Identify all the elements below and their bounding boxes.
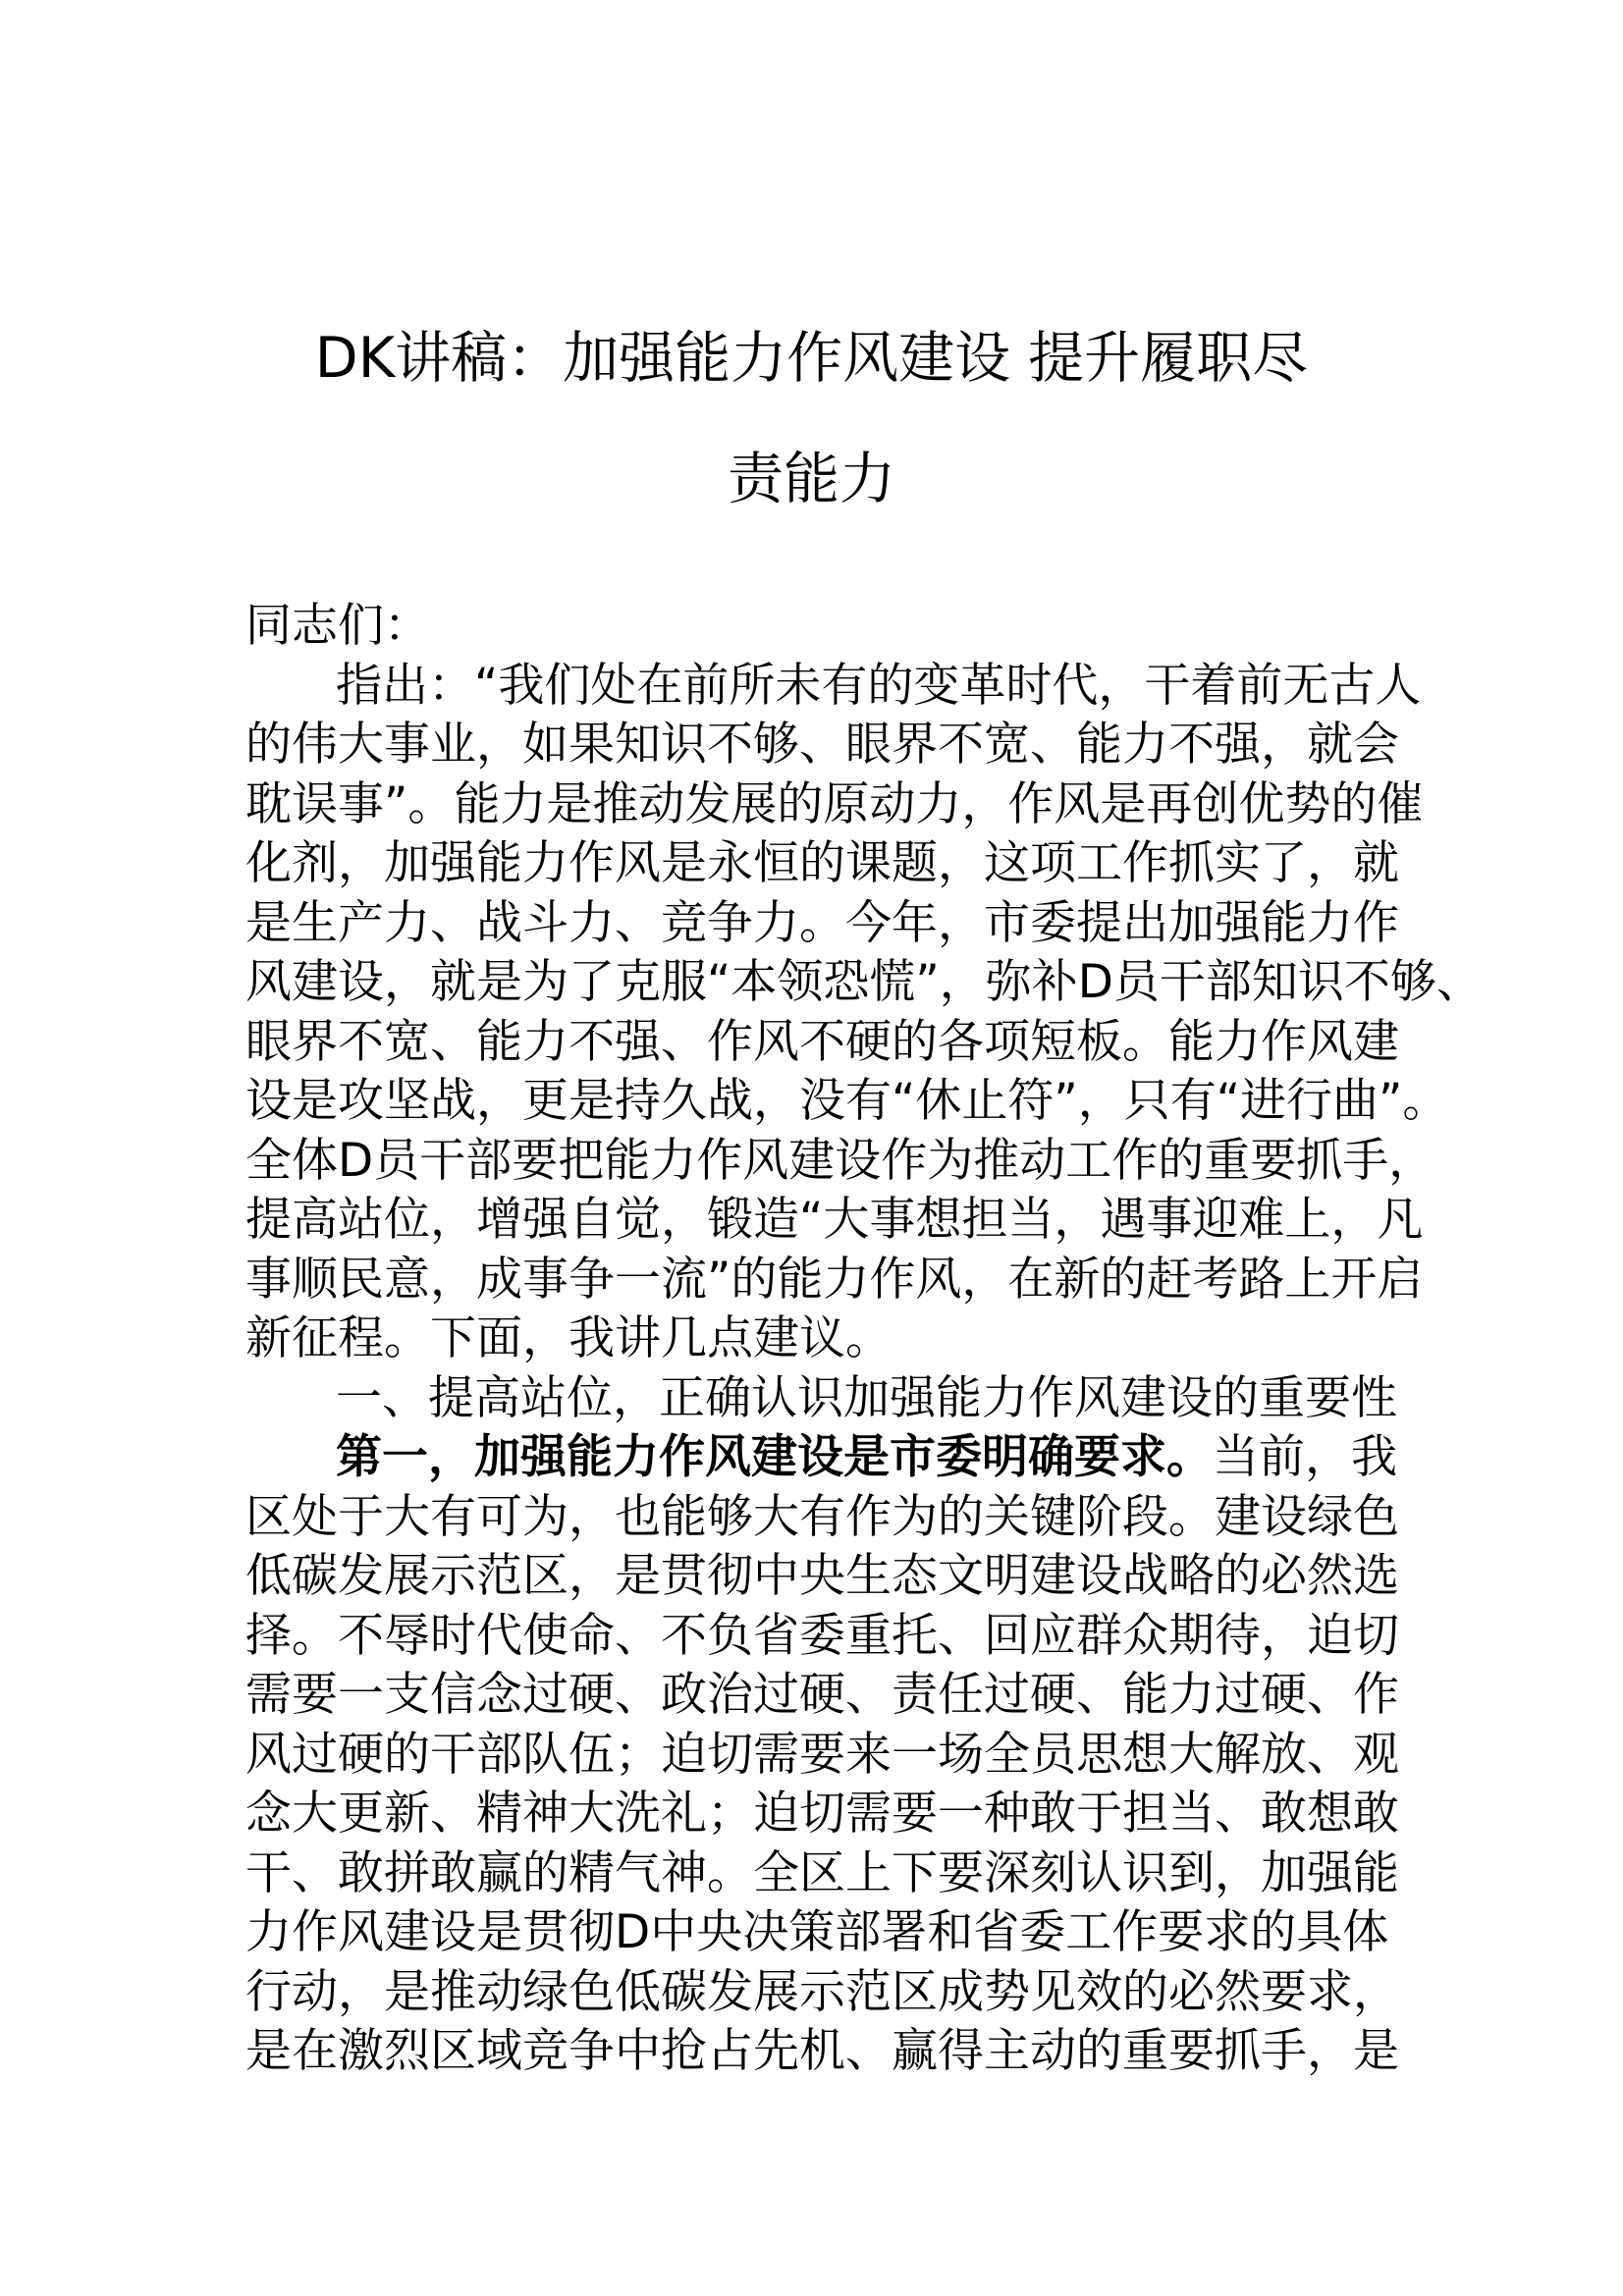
body-text-line [245,1132,1434,1191]
body-text-line [245,775,1423,834]
line-text: 全体D员干部要把能力作风建设作为推动工作的重要抓手， [245,1133,1435,1188]
line-text: 区处于大有可为，也能够大有作为的关键阶段。建设绿色 [245,1489,1399,1544]
line-text: 低碳发展示范区，是贯彻中央生态文明建设战略的必然选 [245,1549,1399,1603]
body-text-line [245,1666,1399,1725]
line-text: 同志们： [245,599,430,653]
body-text-line [245,1903,1388,1962]
line-text: 设是攻坚战，更是持久战，没有“休止符”，只有“进行曲”。 [245,1074,1449,1128]
body-text-line [245,1785,1399,1843]
line-text: 指出：“我们处在前所未有的变革时代，干着前无古人 [336,658,1422,713]
body-text-line [245,2022,1399,2081]
line-text: 风过硬的干部队伍；迫切需要来一场全员思想大解放、观 [245,1727,1399,1782]
bold-lead-sentence: 第一，加强能力作风建设是市委明确要求。 [336,1430,1213,1484]
body-text-line [245,834,1399,893]
line-text: 眼界不宽、能力不强、作风不硬的各项短板。能力作风建 [245,1014,1399,1069]
document-title-line-2: 责能力 [728,447,895,511]
body-text-line [245,1844,1399,1903]
body-text-line [245,1963,1399,2022]
body-text-line [245,1607,1399,1666]
body-text-line [245,1726,1399,1785]
line-text: 提高站位，增强自觉，锻造“大事想担当，遇事迎难上，凡 [245,1193,1424,1247]
body-text-line [245,1428,1397,1487]
line-text: 择。不辱时代使命、不负省委重托、回应群众期待，迫切 [245,1608,1399,1663]
body-text-line [245,657,1421,716]
line-text: 当前，我 [1213,1430,1397,1484]
body-text-line [245,1191,1423,1250]
salutation [245,597,430,656]
line-text: 力作风建设是贯彻D中央决策部署和省委工作要求的具体 [245,1905,1389,1959]
body-text-line [245,1013,1399,1072]
line-text: 化剂，加强能力作风是永恒的课题，这项工作抓实了，就 [245,836,1399,890]
body-text-line [245,894,1399,953]
line-text: 一、提高站位，正确认识加强能力作风建设的重要性 [336,1370,1397,1425]
body-text-line [245,1488,1399,1547]
section-heading [245,1369,1397,1428]
document-title-line-1: DK讲稿：加强能力作风建设 提升履职尽 [314,326,1309,391]
line-text: 耽误事”。能力是推动发展的原动力，作风是再创优势的催 [245,776,1424,831]
line-text: 干、敢拼敢赢的精气神。全区上下要深刻认识到，加强能 [245,1845,1399,1900]
line-text: 是在激烈区域竞争中抢占先机、赢得主动的重要抓手，是 [245,2024,1399,2078]
line-text: 的伟大事业，如果知识不够、眼界不宽、能力不强，就会 [245,718,1399,772]
line-text: 事顺民意，成事争一流”的能力作风，在新的赶考路上开启 [245,1252,1424,1307]
body-text-line [245,1309,892,1368]
line-text: 新征程。下面，我讲几点建议。 [245,1311,892,1365]
line-text: 需要一支信念过硬、政治过硬、责任过硬、能力过硬、作 [245,1668,1399,1722]
line-text: 风建设，就是为了克服“本领恐慌”，弥补D员干部知识不够、 [245,955,1483,1009]
body-text-line [245,1072,1448,1131]
body-text-line [245,953,1483,1012]
body-text-line [245,1547,1399,1606]
line-text: 行动，是推动绿色低碳发展示范区成势见效的必然要求， [245,1964,1399,2019]
body-text-line [245,1251,1423,1309]
line-text: 念大更新、精神大洗礼；迫切需要一种敢于担当、敢想敢 [245,1787,1399,1841]
body-text-line [245,716,1399,774]
line-text: 是生产力、战斗力、竞争力。今年，市委提出加强能力作 [245,895,1399,950]
